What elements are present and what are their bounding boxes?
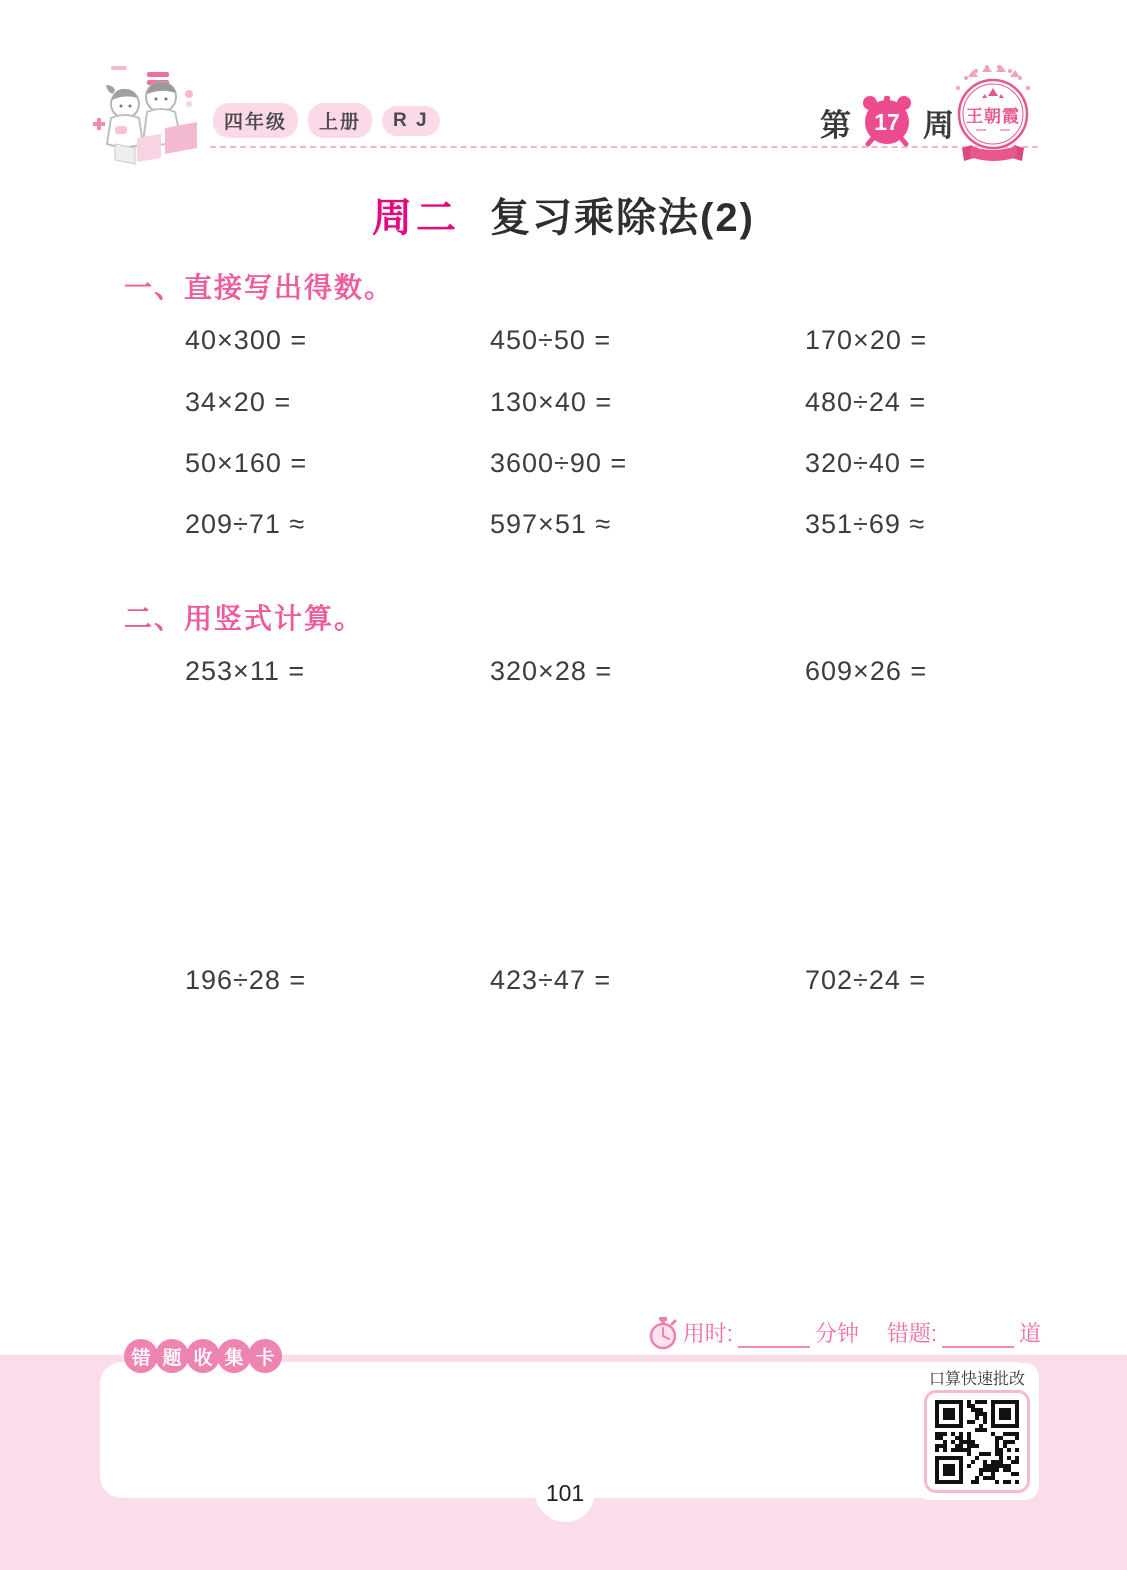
lesson-title: 复习乘除法(2): [490, 196, 755, 240]
problem: 196÷28 =: [185, 965, 307, 995]
week-number: 17: [874, 109, 900, 135]
time-tracking-line: [648, 1316, 1041, 1348]
qr-caption: 口算快速批改: [928, 1371, 1025, 1388]
time-unit: 分钟: [814, 1321, 859, 1346]
problem: 3600÷90 =: [490, 448, 628, 478]
page-number: 101: [545, 1480, 585, 1506]
problem: 40×300 =: [185, 325, 308, 355]
problem: 423÷47 =: [490, 965, 612, 995]
problem: 130×40 =: [490, 387, 613, 417]
badge-char: 收: [186, 1339, 220, 1373]
problem: 253×11 =: [185, 656, 306, 686]
grade-pills: [213, 103, 440, 138]
wrong-count-unit: 道: [1018, 1321, 1041, 1346]
problem: 170×20 =: [805, 325, 928, 355]
week-prefix: 第: [820, 107, 851, 143]
time-label: 用时:: [682, 1321, 733, 1346]
brand-logo: [944, 62, 1044, 172]
mistake-card-badge: [124, 1339, 279, 1373]
wrong-count-blank[interactable]: [942, 1324, 1014, 1348]
stopwatch-icon: [648, 1316, 678, 1350]
problem: 609×26 =: [805, 656, 928, 686]
page-title: [0, 186, 1127, 243]
badge-char: 题: [155, 1339, 189, 1373]
problem: 450÷50 =: [490, 325, 612, 355]
edition-pill: R J: [382, 106, 440, 136]
qr-frame: [924, 1390, 1030, 1493]
problem: 702÷24 =: [805, 965, 927, 995]
section-1-heading: 一、直接写出得数。: [124, 272, 395, 303]
problem: 320÷40 =: [805, 448, 927, 478]
alarm-clock-icon: [858, 94, 916, 150]
time-input-blank[interactable]: [738, 1324, 810, 1348]
weekday-label: 周二: [372, 196, 461, 240]
badge-char: 卡: [248, 1339, 282, 1373]
week-indicator: [820, 94, 954, 150]
brand-name: 王朝霞: [966, 107, 1020, 126]
badge-char: 集: [217, 1339, 251, 1373]
problem: 597×51 ≈: [490, 509, 612, 539]
problem: 480÷24 =: [805, 387, 927, 417]
problem: 209÷71 ≈: [185, 509, 306, 539]
problem: 34×20 =: [185, 387, 292, 417]
wrong-count-label: 错题:: [886, 1321, 937, 1346]
section-2-heading: 二、用竖式计算。: [124, 603, 365, 634]
badge-char: 错: [124, 1339, 158, 1373]
week-suffix: 周: [923, 107, 954, 143]
problem: 50×160 =: [185, 448, 308, 478]
problem: 351÷69 ≈: [805, 509, 926, 539]
grade-pill: 四年级: [213, 103, 298, 138]
kids-mascot-illustration: [85, 64, 213, 168]
volume-pill: 上册: [308, 103, 372, 138]
qr-code[interactable]: [933, 1398, 1021, 1486]
problem: 320×28 =: [490, 656, 613, 686]
